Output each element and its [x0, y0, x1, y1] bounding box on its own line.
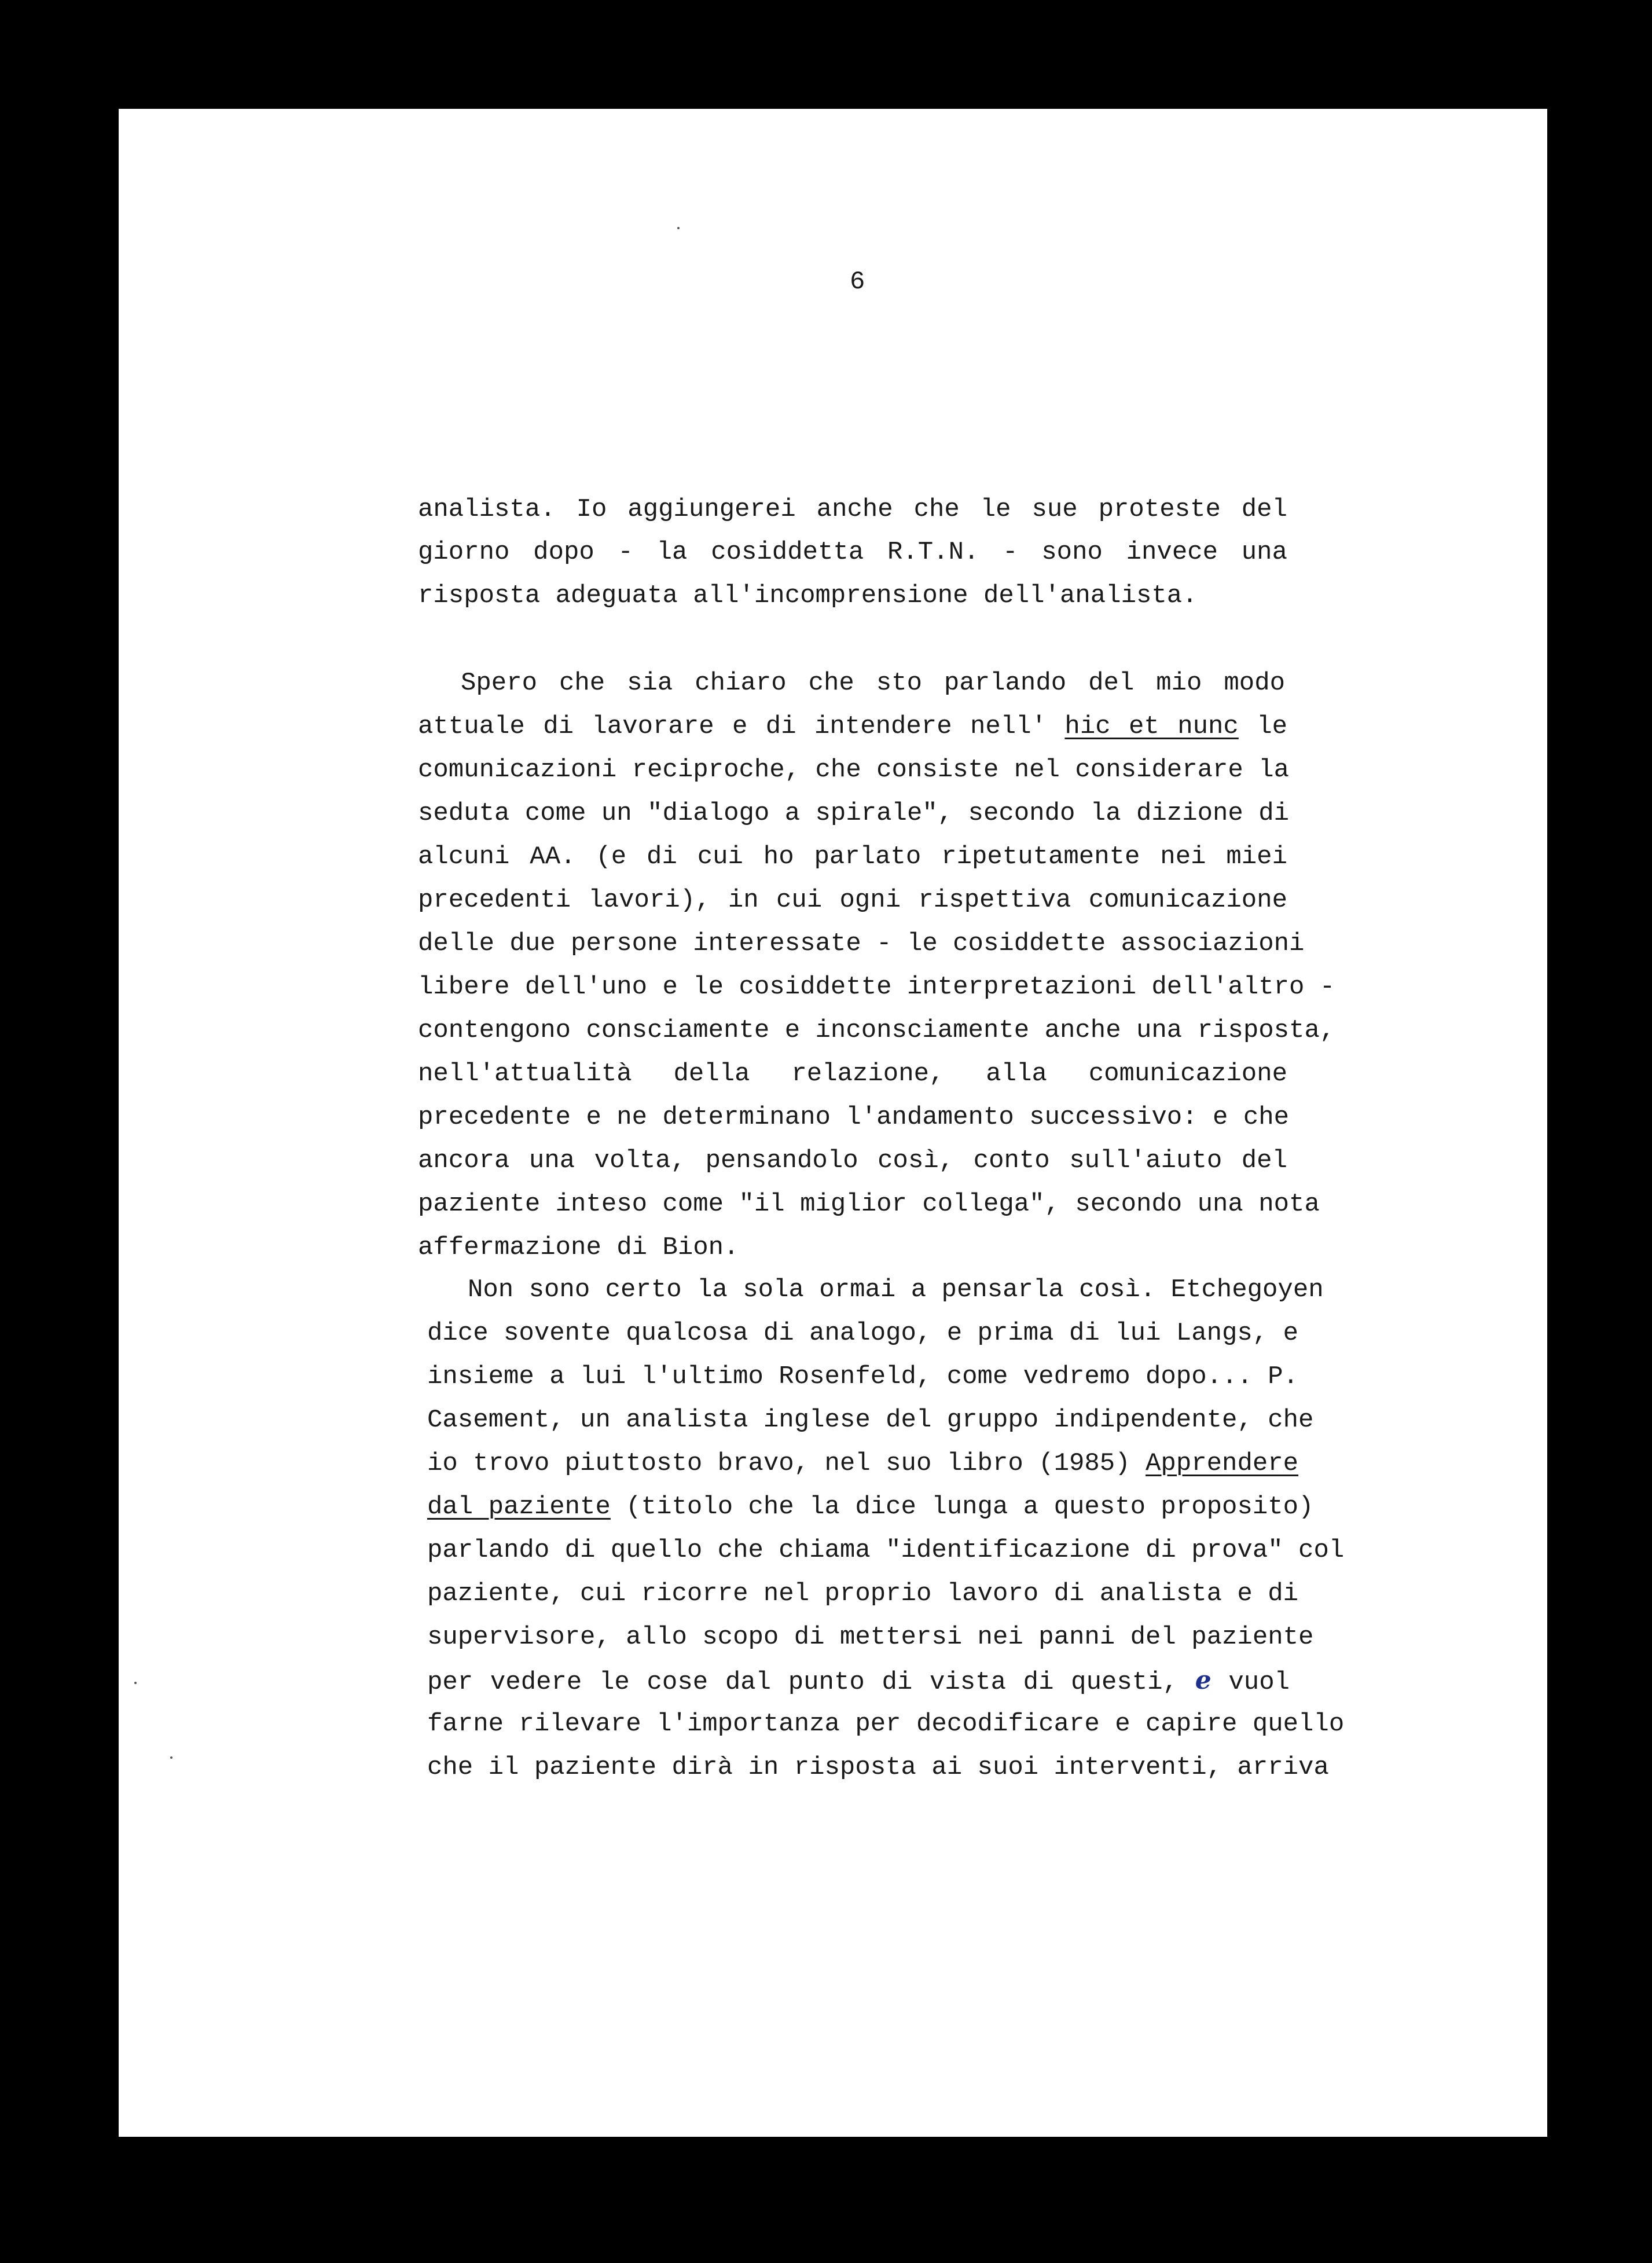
text-line [427, 1491, 1314, 1523]
text-line: supervisore, allo scopo di mettersi nei panni del paziente [427, 1623, 1314, 1652]
underlined-title: Apprendere [1146, 1449, 1299, 1478]
text-line [427, 1447, 1299, 1480]
text-line: paziente inteso come "il miglior collega", secondo una nota [418, 1190, 1320, 1219]
text-line: analista. Io aggiungerei anche che le sue proteste del [418, 495, 1287, 524]
scan-speck [134, 1682, 137, 1684]
text-line: Spero che sia chiaro che sto parlando del mio modo [461, 669, 1285, 698]
text-line: farne rilevare l'importanza per decodificare e capire quello [427, 1710, 1345, 1738]
text-line: precedenti lavori), in cui ogni rispettiva comunicazione [418, 886, 1287, 915]
text-line: Non sono certo la sola ormai a pensarla così. Etchegoyen [468, 1275, 1324, 1304]
text-segment: (titolo che la dice lunga a questo proposito) [626, 1492, 1314, 1521]
text-line: paziente, cui ricorre nel proprio lavoro di analista e di [427, 1579, 1299, 1608]
text-line: risposta adeguata all'incomprensione dell'analista. [418, 581, 1198, 610]
text-line: contengono consciamente e inconsciamente anche una risposta, [418, 1016, 1335, 1045]
text-line: parlando di quello che chiama "identificazione di prova" col [427, 1536, 1345, 1565]
underlined-phrase: hic et nunc [1064, 712, 1239, 741]
text-line: affermazione di Bion. [418, 1233, 739, 1262]
text-line: ancora una volta, pensandolo così, conto sull'aiuto del [418, 1146, 1287, 1175]
text-line: libere dell'uno e le cosiddette interpretazioni dell'altro - [418, 973, 1335, 1002]
text-line: che il paziente dirà in risposta ai suoi interventi, arriva [427, 1753, 1329, 1782]
text-line: delle due persone interessate - le cosiddette associazioni [418, 929, 1305, 958]
text-line: Casement, un analista inglese del gruppo indipendente, che [427, 1406, 1314, 1435]
text-line [418, 710, 1287, 743]
text-segment: io trovo piuttosto bravo, nel suo libro (1985) [427, 1449, 1130, 1478]
text-line: insieme a lui l'ultimo Rosenfeld, come vedremo dopo... P. [427, 1362, 1299, 1391]
text-segment: per vedere le cose dal punto di vista di questi, [427, 1668, 1178, 1697]
text-segment: attuale di lavorare e di intendere nell' [418, 712, 1047, 741]
scan-speck [677, 227, 680, 229]
text-line [427, 1664, 1290, 1697]
text-line: dice sovente qualcosa di analogo, e prima di lui Langs, e [427, 1319, 1299, 1348]
text-line: alcuni AA. (e di cui ho parlato ripetutamente nei miei [418, 842, 1287, 871]
page-number: 6 [850, 267, 865, 296]
underlined-title: dal paziente [427, 1492, 611, 1521]
handwritten-correction: e [1195, 1666, 1212, 1695]
text-line: nell'attualità della relazione, alla comunicazione [418, 1059, 1287, 1088]
text-segment: vuol [1228, 1668, 1290, 1697]
scan-speck [170, 1756, 172, 1759]
text-line: seduta come un "dialogo a spirale", secondo la dizione di [418, 799, 1290, 828]
text-line: giorno dopo - la cosiddetta R.T.N. - sono invece una [418, 538, 1287, 567]
text-line: comunicazioni reciproche, che consiste nel considerare la [418, 755, 1290, 784]
text-line: precedente e ne determinano l'andamento successivo: e che [418, 1103, 1290, 1132]
text-segment: le [1257, 712, 1288, 741]
